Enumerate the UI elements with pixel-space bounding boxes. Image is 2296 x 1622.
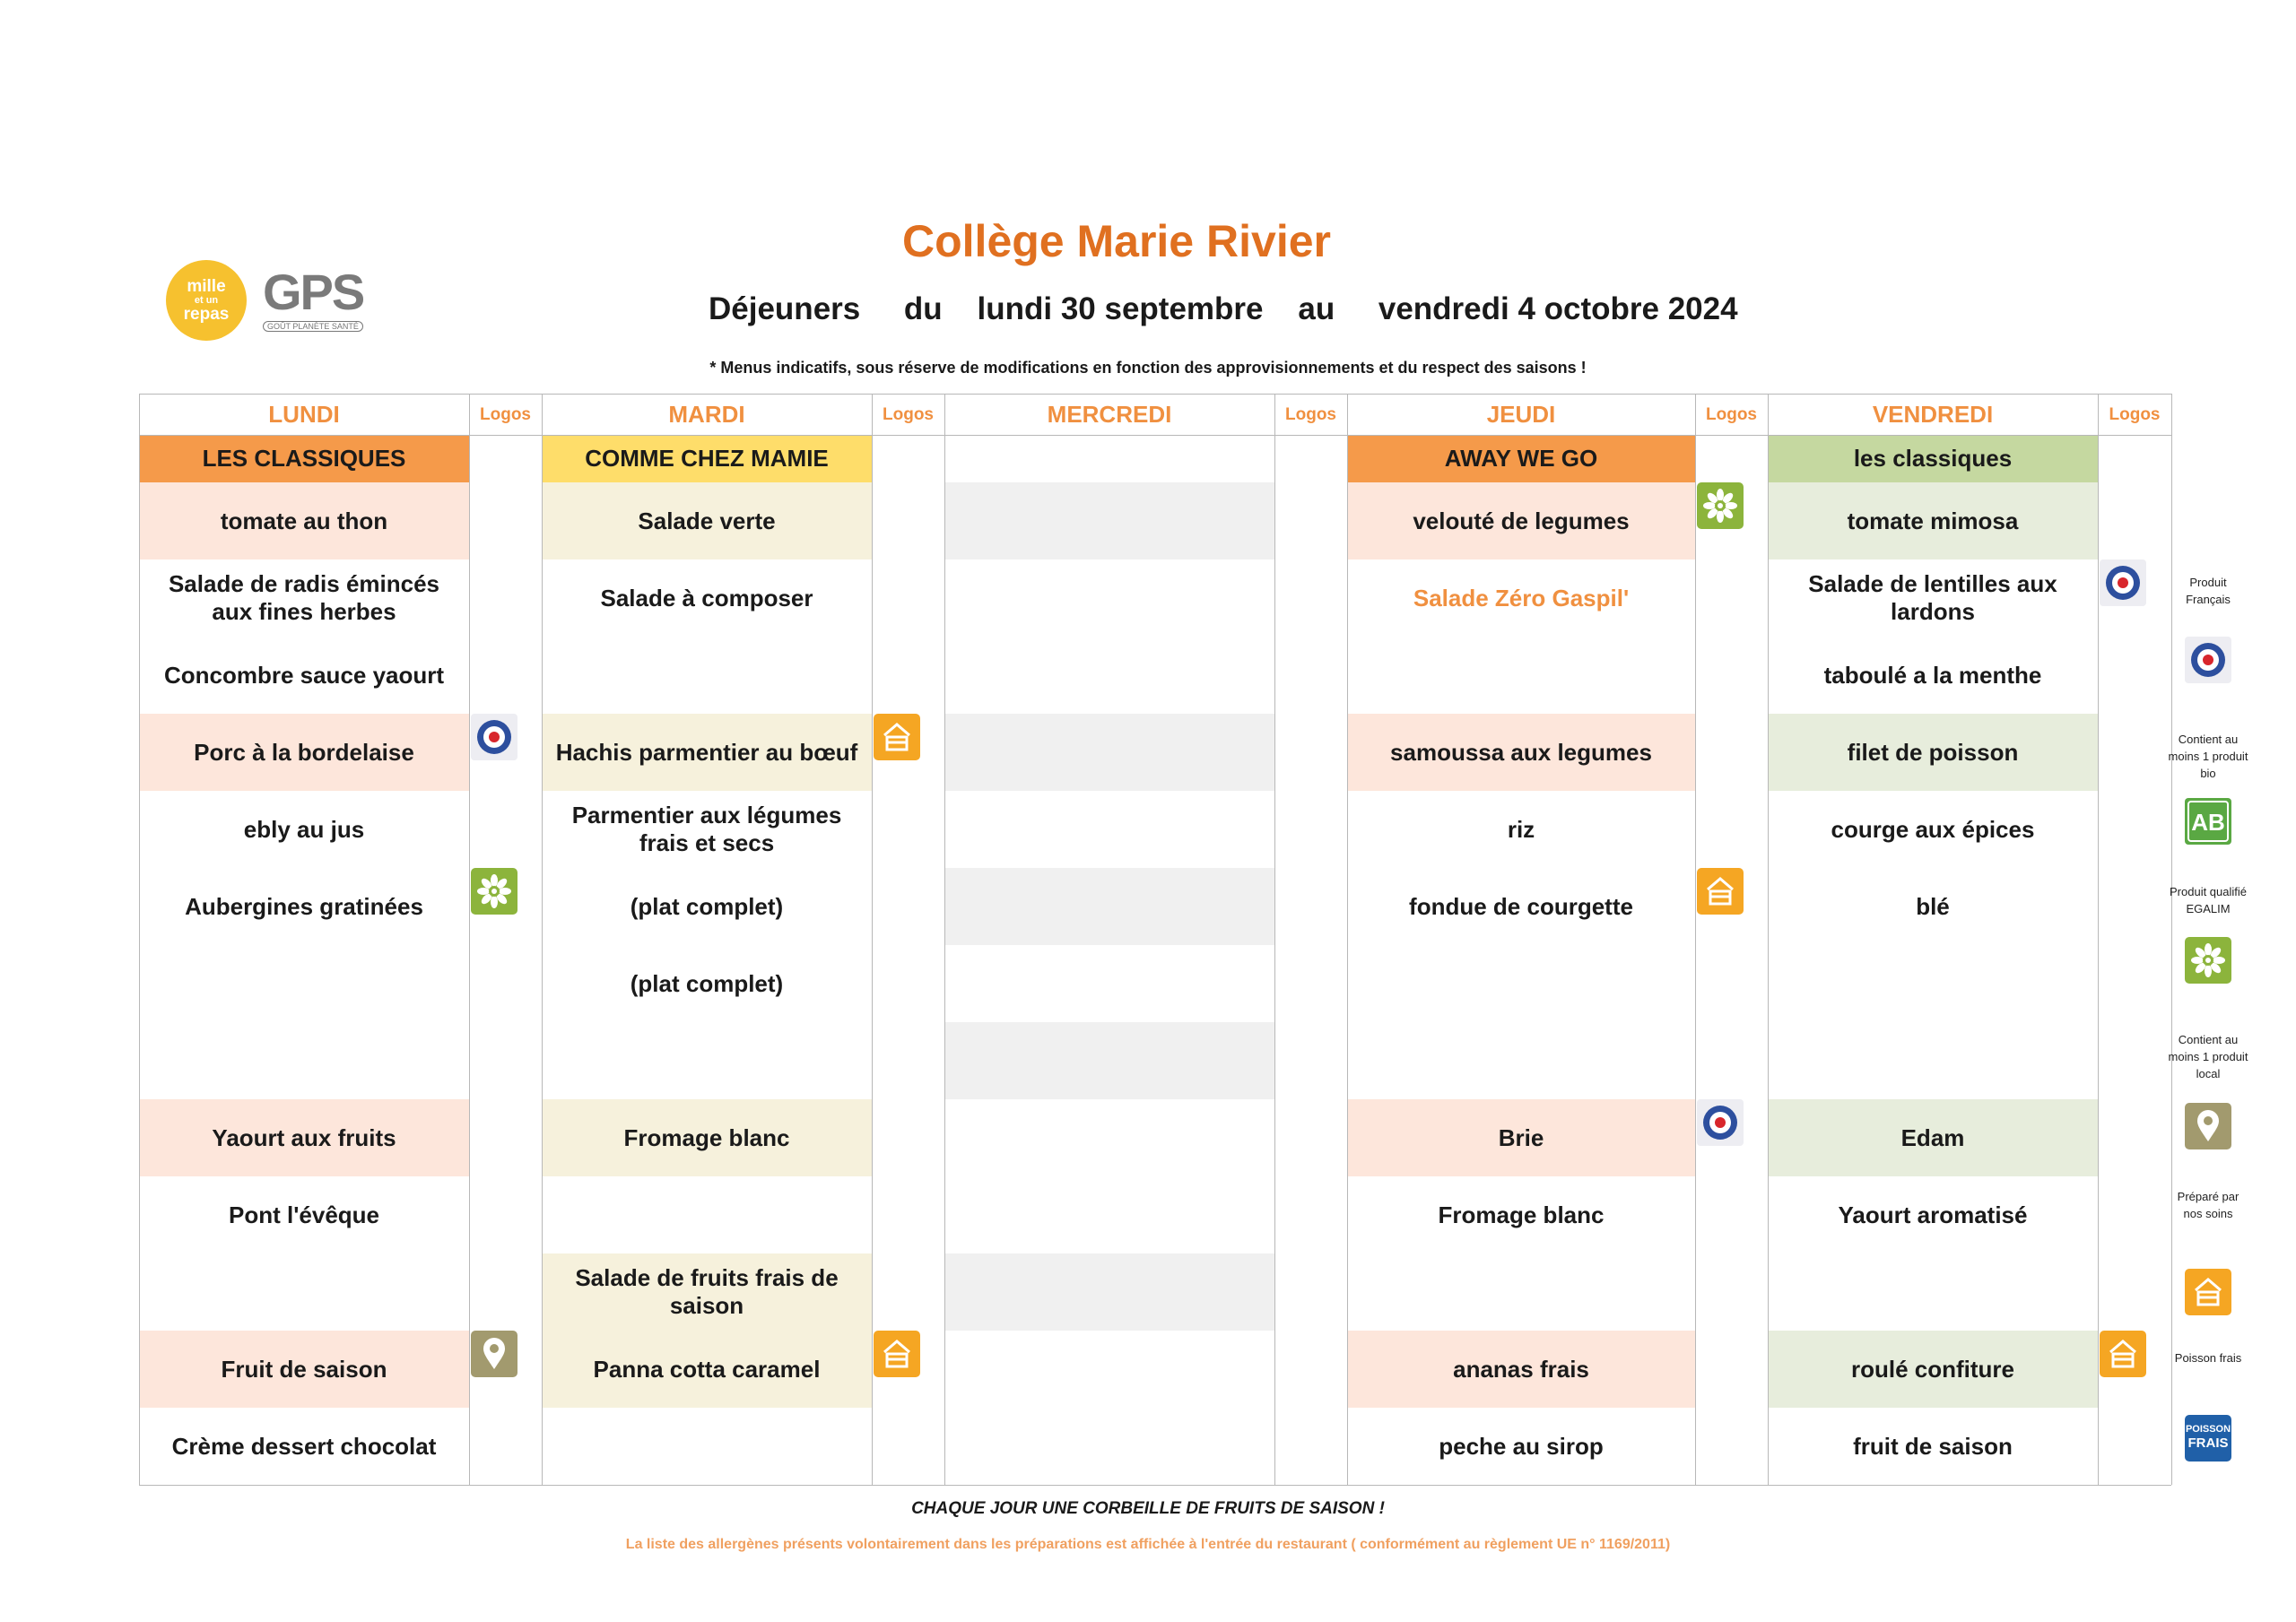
menu-item: Salade de radis émincés aux fines herbes bbox=[168, 570, 440, 625]
empty-cell bbox=[139, 945, 469, 1022]
day-header-lundi: LUNDI bbox=[268, 400, 340, 428]
menu-item: Hachis parmentier au bœuf bbox=[542, 714, 872, 791]
legend-label: Produit qualifié EGALIM bbox=[2170, 885, 2247, 915]
empty-cell bbox=[1347, 1022, 1695, 1099]
homemade-icon bbox=[874, 1331, 920, 1377]
menu-item: Yaourt aromatisé bbox=[1838, 1201, 2028, 1228]
legend-label: Préparé par nos soins bbox=[2177, 1190, 2239, 1220]
day-header-jeudi: JEUDI bbox=[1486, 400, 1556, 428]
empty-cell bbox=[944, 945, 1274, 1022]
empty-cell bbox=[1347, 1253, 1695, 1331]
fresh-fish-badge-text: POISSON bbox=[2185, 1424, 2231, 1435]
french-product-icon bbox=[2100, 559, 2146, 606]
menu-item: Panna cotta caramel bbox=[542, 1331, 872, 1408]
empty-cell bbox=[542, 637, 872, 714]
menu-item: blé bbox=[1916, 892, 1950, 920]
local-product-icon bbox=[471, 1331, 517, 1377]
menu-item: Fromage blanc bbox=[1438, 1201, 1605, 1228]
empty-cell bbox=[944, 1022, 1274, 1099]
logo-mille-line3: repas bbox=[183, 305, 230, 324]
menu-item: tomate au thon bbox=[139, 482, 469, 559]
menu-item: Salade verte bbox=[542, 482, 872, 559]
empty-cell bbox=[542, 1408, 872, 1485]
menu-item: Fruit de saison bbox=[139, 1331, 469, 1408]
logos-header: Logos bbox=[2109, 404, 2161, 424]
logos-header: Logos bbox=[480, 404, 531, 424]
menu-item: velouté de legumes bbox=[1347, 482, 1695, 559]
empty-cell bbox=[1768, 1022, 2098, 1099]
grid-line bbox=[872, 394, 873, 1485]
menu-item: Concombre sauce yaourt bbox=[163, 661, 445, 689]
theme-jeudi: AWAY WE GO bbox=[1347, 435, 1695, 482]
legend-french-product-icon bbox=[2185, 637, 2231, 683]
menu-item: Salade Zéro Gaspil' bbox=[1413, 584, 1630, 612]
legend-egalim-icon bbox=[2185, 937, 2231, 984]
menu-item: roulé confiture bbox=[1768, 1331, 2098, 1408]
menu-item: fruit de saison bbox=[1853, 1432, 2013, 1460]
menu-item: Aubergines gratinées bbox=[185, 892, 423, 920]
menu-item: riz bbox=[1507, 815, 1535, 843]
egalim-icon bbox=[471, 868, 517, 915]
legend-local-product-icon bbox=[2185, 1103, 2231, 1149]
legend-homemade-icon bbox=[2185, 1269, 2231, 1315]
gps-logo-text: GPS bbox=[263, 264, 364, 320]
menu-item: (plat complet) bbox=[630, 892, 784, 920]
grid-line bbox=[2171, 394, 2172, 1485]
day-header-mercredi: MERCREDI bbox=[1047, 400, 1172, 428]
french-product-icon bbox=[471, 714, 517, 760]
menu-disclaimer: * Menus indicatifs, sous réserve de modifications en fonction des approvisionnements et du respect des saisons ! bbox=[709, 359, 1587, 377]
grid-line bbox=[2098, 394, 2099, 1485]
empty-cell bbox=[944, 559, 1274, 637]
legend-organic-ab-icon bbox=[2185, 798, 2231, 845]
legend-label: Produit Français bbox=[2186, 576, 2231, 606]
homemade-icon bbox=[1697, 868, 1744, 915]
grid-line bbox=[542, 394, 543, 1485]
menu-item: courge aux épices bbox=[1831, 815, 2035, 843]
grid-line bbox=[139, 1485, 2171, 1486]
menu-item: Yaourt aux fruits bbox=[139, 1099, 469, 1176]
fresh-fish-badge-text: FRAIS bbox=[2187, 1436, 2229, 1451]
grid-line bbox=[139, 394, 140, 1485]
egalim-icon bbox=[1697, 482, 1744, 529]
empty-cell bbox=[944, 868, 1274, 945]
page-title: Collège Marie Rivier bbox=[902, 216, 1331, 266]
empty-cell bbox=[944, 1408, 1274, 1485]
empty-cell bbox=[1347, 637, 1695, 714]
menu-item: tomate mimosa bbox=[1768, 482, 2098, 559]
empty-cell bbox=[1347, 945, 1695, 1022]
fresh-fish-icon bbox=[2185, 1415, 2231, 1462]
menu-item: ananas frais bbox=[1347, 1331, 1695, 1408]
grid-line bbox=[469, 394, 470, 1485]
empty-cell bbox=[139, 1022, 469, 1099]
empty-cell bbox=[944, 791, 1274, 868]
homemade-icon bbox=[874, 714, 920, 760]
theme-mardi: COMME CHEZ MAMIE bbox=[542, 435, 872, 482]
empty-cell bbox=[944, 1331, 1274, 1408]
grid-line bbox=[1768, 394, 1769, 1485]
menu-item: Crème dessert chocolat bbox=[171, 1432, 437, 1460]
empty-cell bbox=[944, 482, 1274, 559]
empty-cell bbox=[944, 1253, 1274, 1331]
grid-line bbox=[1274, 394, 1275, 1485]
logo-mille-line1: mille bbox=[187, 277, 226, 296]
menu-period: Déjeuners du lundi 30 septembre au vendredi 4 octobre 2024 bbox=[709, 291, 1738, 326]
menu-item: Parmentier aux légumes frais et secs bbox=[571, 802, 842, 856]
day-header-vendredi: VENDREDI bbox=[1872, 400, 1994, 428]
empty-cell bbox=[944, 1099, 1274, 1176]
menu-item: Brie bbox=[1347, 1099, 1695, 1176]
menu-item: Fromage blanc bbox=[542, 1099, 872, 1176]
menu-item: filet de poisson bbox=[1768, 714, 2098, 791]
empty-cell bbox=[542, 1176, 872, 1253]
menu-item: taboulé a la menthe bbox=[1823, 661, 2042, 689]
logos-header: Logos bbox=[1706, 404, 1757, 424]
french-product-icon bbox=[1697, 1099, 1744, 1146]
empty-cell bbox=[1768, 1253, 2098, 1331]
grid-line bbox=[1347, 394, 1348, 1485]
menu-item: samoussa aux legumes bbox=[1347, 714, 1695, 791]
theme-vendredi: les classiques bbox=[1768, 435, 2098, 482]
theme-lundi: LES CLASSIQUES bbox=[139, 435, 469, 482]
grid-line bbox=[139, 435, 2171, 436]
menu-item: Salade de lentilles aux lardons bbox=[1808, 570, 2057, 625]
menu-item: Salade à composer bbox=[600, 584, 813, 612]
grid-line bbox=[1695, 394, 1696, 1485]
menu-item: Salade de fruits frais de saison bbox=[542, 1253, 872, 1331]
legend-label: Poisson frais bbox=[2174, 1351, 2242, 1365]
empty-cell bbox=[944, 637, 1274, 714]
empty-cell bbox=[542, 1022, 872, 1099]
menu-item: fondue de courgette bbox=[1409, 892, 1633, 920]
day-header-mardi: MARDI bbox=[668, 400, 745, 428]
menu-item: Pont l'évêque bbox=[229, 1201, 379, 1228]
empty-cell bbox=[139, 1253, 469, 1331]
homemade-icon bbox=[2100, 1331, 2146, 1377]
svg-text:AB: AB bbox=[2191, 809, 2225, 836]
empty-cell bbox=[944, 714, 1274, 791]
grid-line bbox=[944, 394, 945, 1485]
allergens-note: La liste des allergènes présents volontairement dans les préparations est affichée à l'entrée du restaurant ( conformément au règlement UE n° 1169/2011) bbox=[625, 1537, 1671, 1552]
menu-item: peche au sirop bbox=[1439, 1432, 1604, 1460]
menu-item: Edam bbox=[1768, 1099, 2098, 1176]
empty-cell bbox=[1768, 945, 2098, 1022]
logos-header: Logos bbox=[1285, 404, 1336, 424]
logos-header: Logos bbox=[883, 404, 934, 424]
empty-cell bbox=[944, 1176, 1274, 1253]
legend-label: Contient au moins 1 produit bio bbox=[2168, 733, 2248, 780]
menu-item: (plat complet) bbox=[630, 969, 784, 997]
mille-et-un-repas-logo bbox=[166, 260, 247, 341]
legend-label: Contient au moins 1 produit local bbox=[2168, 1033, 2248, 1080]
menu-item: Porc à la bordelaise bbox=[139, 714, 469, 791]
menu-item: ebly au jus bbox=[243, 815, 365, 843]
gps-logo bbox=[263, 264, 379, 331]
grid-line bbox=[139, 394, 2171, 395]
fruit-basket-note: CHAQUE JOUR UNE CORBEILLE DE FRUITS DE SAISON ! bbox=[911, 1499, 1385, 1518]
gps-logo-tagline: GOÛT PLANÈTE SANTÉ bbox=[263, 321, 363, 332]
logo-mille-line2: et un bbox=[194, 295, 219, 306]
